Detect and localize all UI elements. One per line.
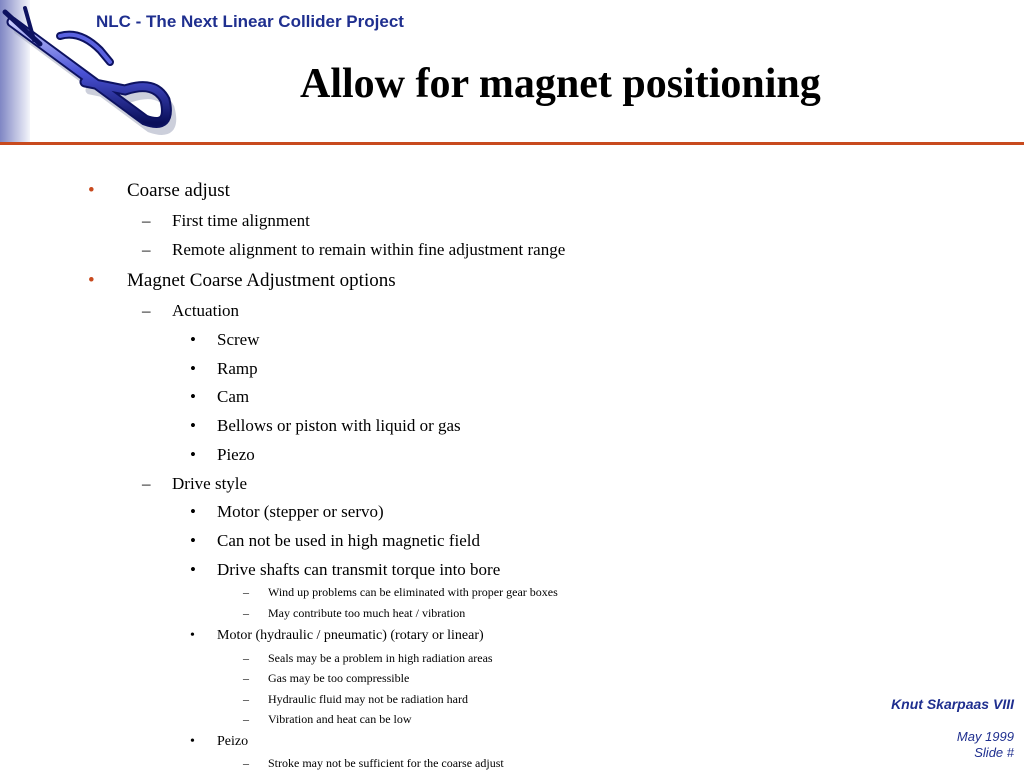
list-item-text: Coarse adjust xyxy=(127,180,230,201)
list-item-text: Magnet Coarse Adjustment options xyxy=(127,270,396,291)
bullet-marker: • xyxy=(190,560,196,579)
list-item-text: Vibration and heat can be low xyxy=(268,712,412,726)
bullet-marker: • xyxy=(190,416,196,435)
bullet-marker: • xyxy=(190,502,196,521)
footer-date: May 1999 xyxy=(956,729,1014,744)
list-item-text: Hydraulic fluid may not be radiation hard xyxy=(268,692,468,706)
dash-marker: – xyxy=(142,301,151,320)
author-name: Knut Skarpaas VIII xyxy=(891,696,1014,712)
list-item-text: Gas may be too compressible xyxy=(268,671,410,685)
dash-marker: – xyxy=(243,606,249,620)
list-item-text: Drive shafts can transmit torque into bore xyxy=(217,560,501,579)
bullet-marker: • xyxy=(190,531,196,550)
list-item-text: Ramp xyxy=(217,359,258,378)
list-item-text: First time alignment xyxy=(172,211,310,230)
bullet-marker: • xyxy=(190,359,196,378)
dash-marker: – xyxy=(142,240,151,259)
dash-marker: – xyxy=(243,585,249,599)
org-title: NLC - The Next Linear Collider Project xyxy=(96,12,404,31)
list-item-text: Stroke may not be sufficient for the coarse adjust xyxy=(268,756,504,770)
dash-marker: – xyxy=(243,671,249,685)
list-item-text: Remote alignment to remain within fine adjustment range xyxy=(172,240,566,259)
dash-marker: – xyxy=(243,712,249,726)
list-item-text: Drive style xyxy=(172,474,248,493)
list-item-text: Bellows or piston with liquid or gas xyxy=(217,416,461,435)
slide-title: Allow for magnet positioning xyxy=(300,61,821,107)
bullet-marker: • xyxy=(88,180,95,201)
dash-marker: – xyxy=(243,651,249,665)
bullet-marker: • xyxy=(190,628,195,643)
bullet-marker: • xyxy=(190,330,196,349)
bullet-marker: • xyxy=(190,445,196,464)
list-item-text: Cam xyxy=(217,387,250,406)
slide-number: Slide # xyxy=(974,745,1014,760)
dash-marker: – xyxy=(243,692,249,706)
list-item-text: Screw xyxy=(217,330,260,349)
footer-date-block xyxy=(957,729,1014,761)
list-item-text: Seals may be a problem in high radiation areas xyxy=(268,651,493,665)
bullet-marker: • xyxy=(190,734,195,749)
list-item-text: Piezo xyxy=(217,445,255,464)
list-item-text: Wind up problems can be eliminated with proper gear boxes xyxy=(268,585,558,599)
dash-marker: – xyxy=(142,474,151,493)
list-item-text: May contribute too much heat / vibration xyxy=(268,606,466,620)
list-item-text: Actuation xyxy=(172,301,240,320)
list-item-text: Can not be used in high magnetic field xyxy=(217,531,480,550)
bullet-marker: • xyxy=(190,387,196,406)
dash-marker: – xyxy=(142,211,151,230)
list-item-text: Motor (stepper or servo) xyxy=(217,502,384,521)
list-item-text: Peizo xyxy=(217,734,249,749)
bullet-marker: • xyxy=(88,270,95,291)
dash-marker: – xyxy=(243,756,249,770)
list-item-text: Motor (hydraulic / pneumatic) (rotary or linear) xyxy=(217,628,484,643)
